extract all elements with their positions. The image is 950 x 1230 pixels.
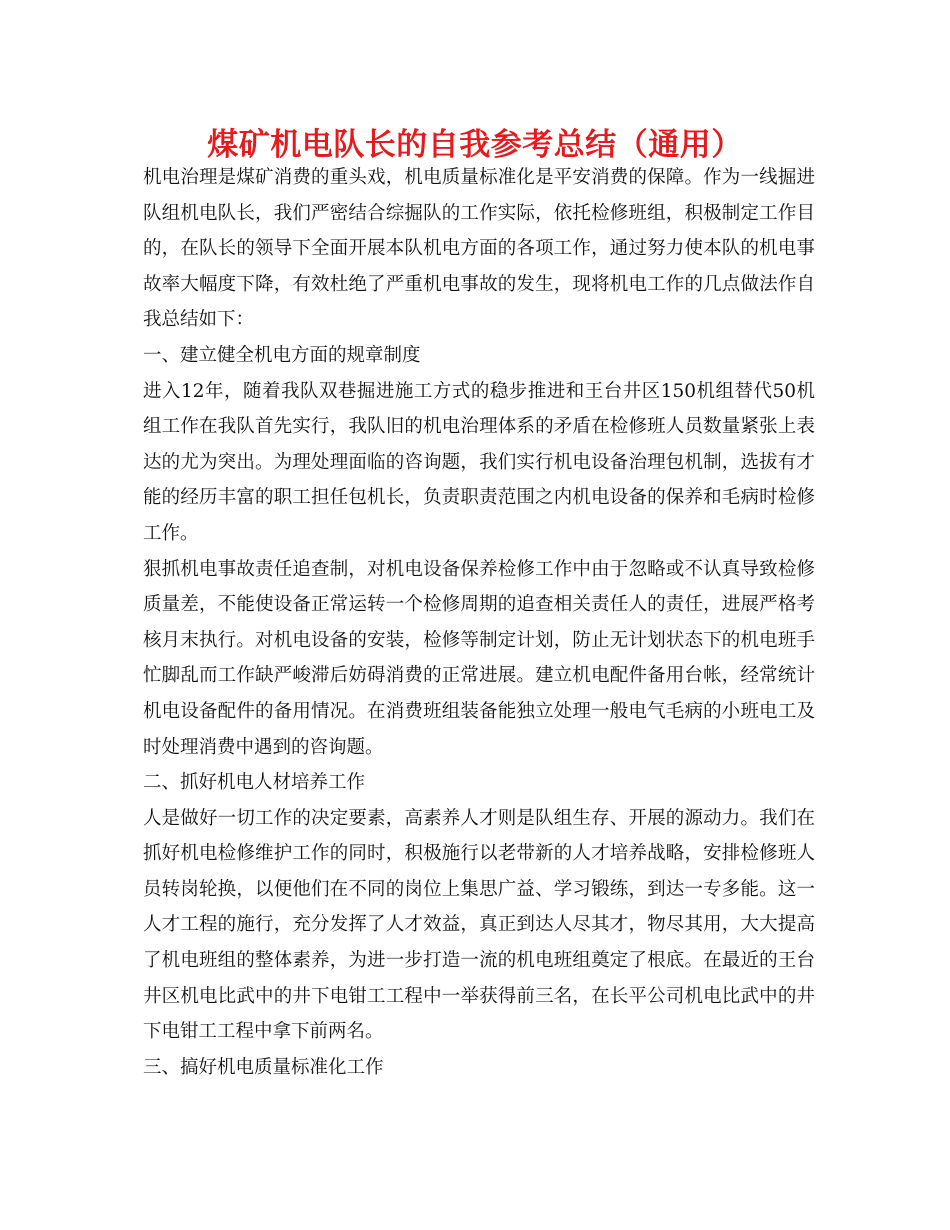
section-heading-3: 三、搞好机电质量标准化工作	[143, 1056, 384, 1078]
document-body	[143, 160, 815, 1085]
section-heading-2: 二、抓好机电人材培养工作	[143, 772, 366, 794]
paragraph-section-1-b: 狠抓机电事故责任追查制，对机电设备保养检修工作中由于忽略或不认真导致检修质量差，不能使设备正常运转一个检修周期的追查相关责任人的责任，进展严格考核月末执行。对机电设备的安装，检修等制定计划，防止无计划状态下的机电班手忙脚乱而工作缺严峻滞后妨碍消费的正常进展。建立机电配件备用台帐，经常统计机电设备配件的备用情况。在消费班组装备能独立处理一般电气毛病的小班电工及时处理消费中遇到的咨询题。	[143, 558, 815, 758]
document-title: 煤矿机电队长的自我参考总结（通用）	[207, 127, 743, 163]
paragraph-intro: 机电治理是煤矿消费的重头戏，机电质量标准化是平安消费的保障。作为一线掘进队组机电队长，我们严密结合综掘队的工作实际，依托检修班组，积极制定工作目的，在队长的领导下全面开展本队机电方面的各项工作，通过努力使本队的机电事故率大幅度下降，有效杜绝了严重机电事故的发生，现将机电工作的几点做法作自我总结如下：	[143, 167, 815, 331]
paragraph-section-1-a: 进入12年，随着我队双巷掘进施工方式的稳步推进和王台井区150机组替代50机组工作在我队首先实行，我队旧的机电治理体系的矛盾在检修班人员数量紧张上表达的尤为突出。为理处理面临的咨询题，我们实行机电设备治理包机制，选拔有才能的经历丰富的职工担任包机长，负责职责范围之内机电设备的保养和毛病时检修工作。	[143, 380, 815, 544]
section-heading-1: 一、建立健全机电方面的规章制度	[143, 344, 421, 366]
paragraph-section-2: 人是做好一切工作的决定要素，高素养人才则是队组生存、开展的源动力。我们在抓好机电检修维护工作的同时，积极施行以老带新的人才培养战略，安排检修班人员转岗轮换，以便他们在不同的岗位上集思广益、学习锻练，到达一专多能。这一人才工程的施行，充分发挥了人才效益，真正到达人尽其才，物尽其用，大大提高了机电班组的整体素养，为进一步打造一流的机电班组奠定了根底。在最近的王台井区机电比武中的井下电钳工工程中一举获得前三名，在长平公司机电比武中的井下电钳工工程中拿下前两名。	[143, 807, 815, 1043]
